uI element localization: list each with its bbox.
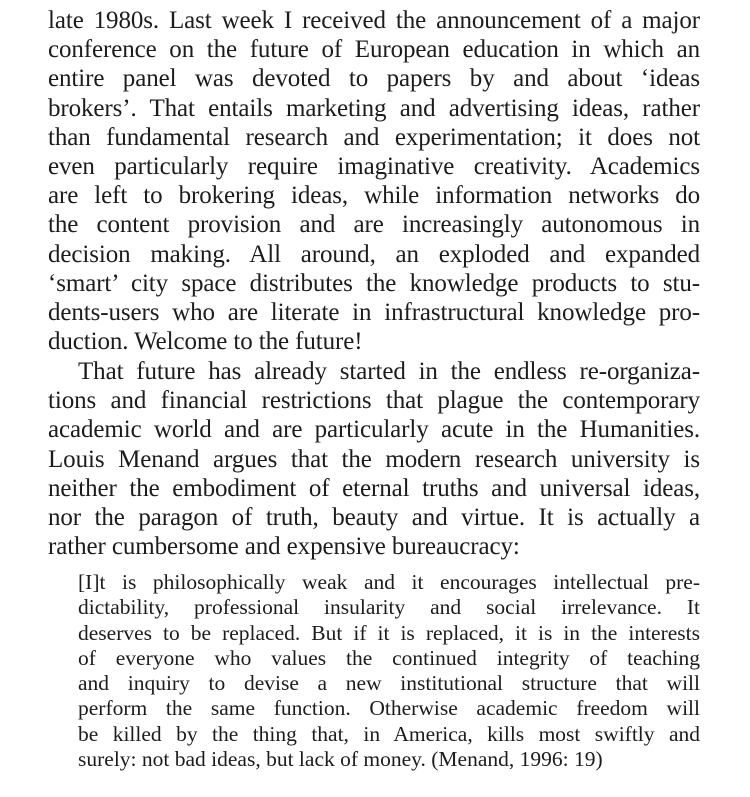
- text-line: brokers’. That entails marketing and advertising ideas, rather: [48, 94, 700, 122]
- quote-line: dictability, professional insularity and social irrelevance. It: [78, 595, 700, 620]
- text-line: duction. Welcome to the future!: [48, 328, 363, 356]
- text-line: dents-users who are literate in infrastructural knowledge pro-: [48, 298, 700, 326]
- text-line: conference on the future of European education in which an: [48, 36, 700, 64]
- block-quote: [78, 570, 700, 772]
- text-line: academic world and are particularly acute in the Humanities.: [48, 416, 700, 444]
- text-line: than fundamental research and experimentation; it does not: [48, 123, 700, 151]
- text-line: nor the paragon of truth, beauty and virtue. It is actually a: [48, 503, 700, 531]
- quote-line: surely: not bad ideas, but lack of money. (Menand, 1996: 19): [78, 747, 603, 772]
- quote-line: be killed by the thing that, in America, kills most swiftly and: [78, 721, 700, 746]
- text-line: decision making. All around, an exploded and expanded: [48, 240, 700, 268]
- quote-line: of everyone who values the continued integrity of teaching: [78, 645, 700, 670]
- text-line: neither the embodiment of eternal truths and universal ideas,: [48, 474, 700, 502]
- paragraph-1: [48, 6, 700, 356]
- text-line: entire panel was devoted to papers by and about ‘ideas: [48, 65, 700, 93]
- text-line: ‘smart’ city space distributes the knowledge products to stu-: [48, 269, 700, 297]
- quote-line: and inquiry to devise a new institutional structure that will: [78, 671, 700, 696]
- text-line: rather cumbersome and expensive bureaucracy:: [48, 533, 520, 561]
- text-line: late 1980s. Last week I received the announcement of a major: [48, 7, 700, 34]
- text-line: are left to brokering ideas, while information networks do: [48, 182, 700, 210]
- text-line: That future has already started in the endless re-organiza-: [78, 358, 700, 385]
- text-line: even particularly require imaginative creativity. Academics: [48, 152, 700, 180]
- text-line: tions and financial restrictions that plague the contemporary: [48, 387, 700, 415]
- quote-line: perform the same function. Otherwise academic freedom will: [78, 696, 700, 721]
- paragraph-2: [48, 357, 700, 561]
- text-line: Louis Menand argues that the modern research university is: [48, 445, 700, 473]
- quote-line: deserves to be replaced. But if it is replaced, it is in the interests: [78, 620, 700, 645]
- quote-line: [I]t is philosophically weak and it encourages intellectual pre-: [78, 570, 700, 594]
- text-line: the content provision and are increasingly autonomous in: [48, 211, 700, 239]
